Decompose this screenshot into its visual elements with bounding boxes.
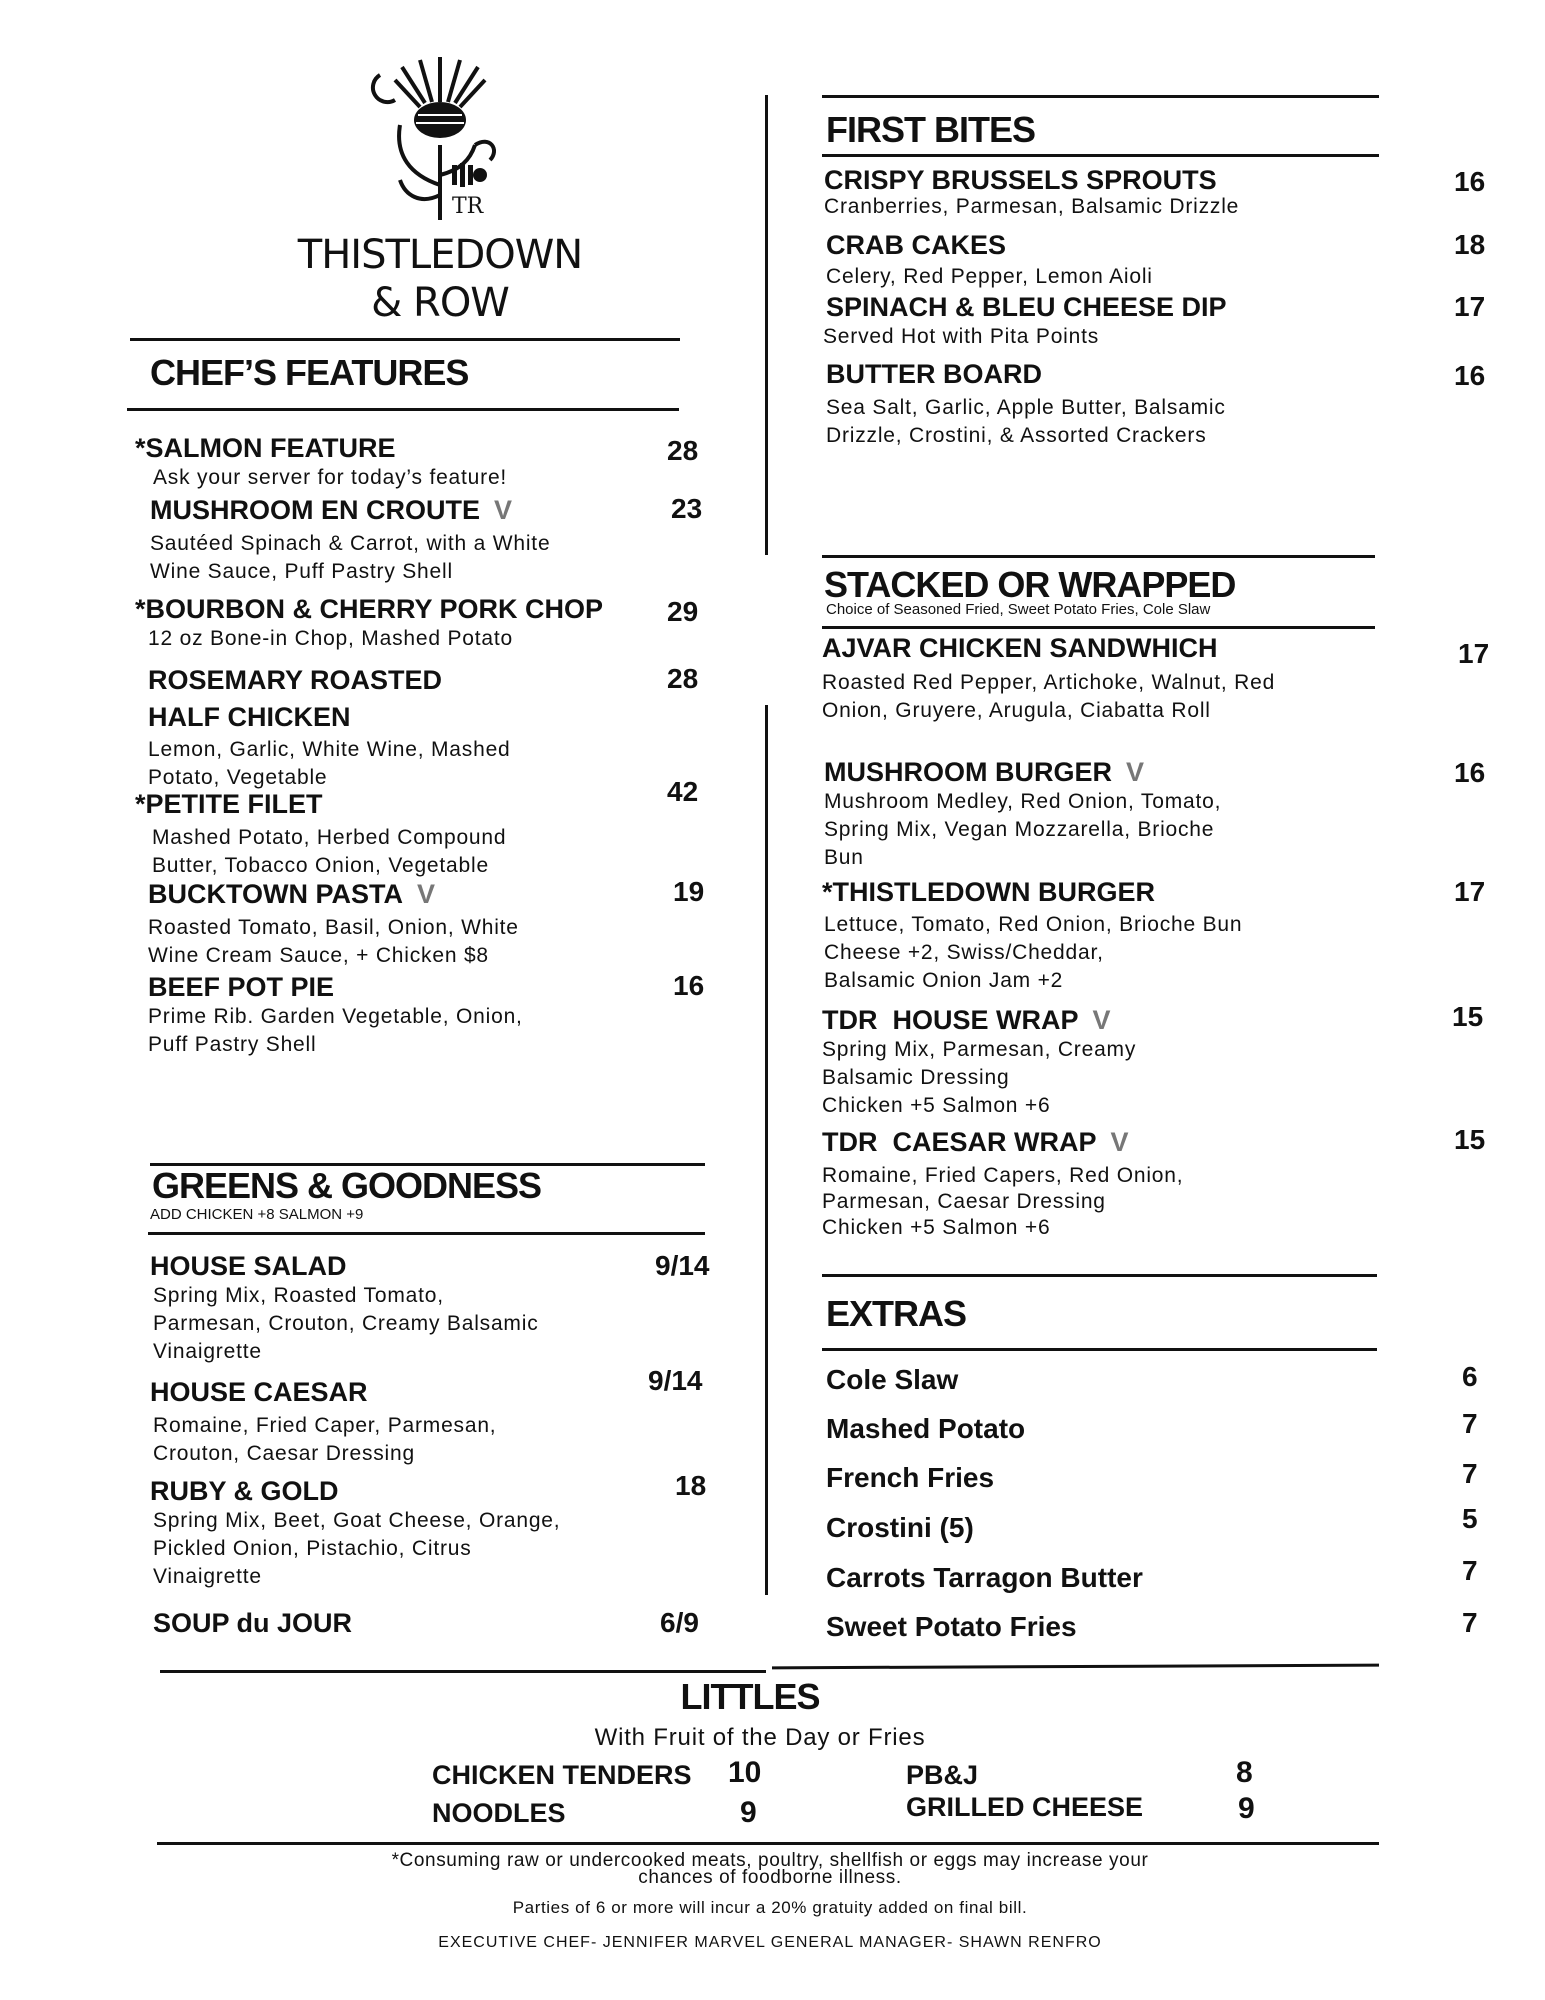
item-name: TDR CAESAR WRAP	[822, 1127, 1097, 1157]
item-price: 7	[1462, 1555, 1478, 1586]
section-subtitle-littles: With Fruit of the Day or Fries	[594, 1724, 926, 1751]
menu-item	[135, 432, 507, 492]
menu-item	[822, 1004, 1136, 1120]
item-price: 18	[675, 1470, 707, 1501]
section-title-stacked: STACKED OR WRAPPED	[824, 564, 1236, 605]
item-price: 42	[667, 776, 699, 807]
item-desc: Spring Mix, Parmesan, Creamy Balsamic Dressing Chicken +5 Salmon +6	[822, 1038, 1137, 1117]
item-desc: Romaine, Fried Capers, Red Onion, Parmesan, Caesar Dressing Chicken +5 Salmon +6	[822, 1164, 1184, 1239]
item-price: 7	[1462, 1408, 1478, 1439]
item-name: *SALMON FEATURE	[135, 433, 396, 463]
divider	[157, 1842, 1379, 1845]
item-price: 17	[1458, 638, 1490, 669]
item-desc: Sea Salt, Garlic, Apple Butter, Balsamic Drizzle, Crostini, & Assorted Crackers	[826, 396, 1226, 447]
item-price: 16	[673, 970, 705, 1001]
vegetarian-badge: V	[494, 495, 513, 525]
restaurant-logo	[340, 45, 540, 225]
item-name: TDR HOUSE WRAP	[822, 1005, 1079, 1035]
divider	[772, 1664, 1379, 1670]
item-name: HOUSE CAESAR	[150, 1377, 368, 1407]
menu-item	[148, 662, 511, 792]
item-price: 9	[740, 1796, 757, 1829]
item-name: CRAB CAKES	[826, 230, 1007, 260]
divider	[822, 95, 1379, 98]
item-name: CRISPY BRUSSELS SPROUTS	[824, 165, 1217, 195]
vegetarian-badge: V	[1126, 757, 1145, 787]
item-name: *BOURBON & CHERRY PORK CHOP	[135, 594, 604, 624]
divider	[822, 555, 1375, 558]
divider	[822, 154, 1379, 157]
menu-item	[826, 229, 1153, 291]
extra-name: French Fries	[826, 1462, 995, 1493]
item-price: 7	[1462, 1607, 1478, 1638]
item-price: 19	[673, 876, 705, 907]
item-name: AJVAR CHICKEN SANDWHICH	[822, 633, 1218, 663]
section-title-chefs-features: CHEF’S FEATURES	[150, 352, 469, 393]
menu-item	[148, 971, 523, 1059]
menu-item	[148, 878, 519, 970]
item-price: 8	[1236, 1756, 1253, 1789]
item-desc: 12 oz Bone-in Chop, Mashed Potato	[148, 627, 513, 650]
item-desc: Ask your server for today’s feature!	[153, 466, 508, 489]
brand-name-line2: & ROW	[371, 280, 509, 326]
item-price: 15	[1452, 1001, 1484, 1032]
item-desc: Mashed Potato, Herbed Compound Butter, Tobacco Onion, Vegetable	[152, 826, 507, 877]
menu-item	[823, 291, 1227, 351]
menu-item	[150, 1250, 539, 1366]
extra-name: Cole Slaw	[826, 1364, 959, 1395]
item-name: BEEF POT PIE	[148, 972, 335, 1002]
item-name: SOUP du JOUR	[153, 1608, 353, 1638]
item-name: *THISTLEDOWN BURGER	[822, 877, 1155, 907]
item-desc: Lemon, Garlic, White Wine, Mashed Potato, Vegetable	[148, 738, 511, 789]
menu-item	[135, 593, 603, 653]
item-desc: Sautéed Spinach & Carrot, with a White Wine Sauce, Puff Pastry Shell	[150, 532, 551, 583]
vegetarian-badge: V	[1092, 1005, 1111, 1035]
divider	[127, 408, 679, 411]
item-desc: Roasted Tomato, Basil, Onion, White Wine Cream Sauce, + Chicken $8	[148, 916, 519, 967]
extra-name: Sweet Potato Fries	[826, 1611, 1077, 1642]
item-price: 9/14	[648, 1365, 703, 1396]
item-price: 28	[667, 663, 699, 694]
vegetarian-badge: V	[416, 879, 435, 909]
thistle-icon	[340, 45, 540, 225]
item-price: 15	[1454, 1124, 1486, 1155]
section-title-first-bites: FIRST BITES	[826, 109, 1036, 150]
item-desc: Romaine, Fried Caper, Parmesan, Crouton, Caesar Dressing	[153, 1414, 497, 1465]
item-price: 5	[1462, 1503, 1478, 1534]
section-subtitle-greens: ADD CHICKEN +8 SALMON +9	[150, 1206, 364, 1223]
center-divider-top	[765, 95, 768, 555]
staff-credits: EXECUTIVE CHEF- JENNIFER MARVEL GENERAL MANAGER- SHAWN RENFRO	[438, 1934, 1102, 1951]
item-desc: Served Hot with Pita Points	[823, 325, 1100, 348]
section-title-greens: GREENS & GOODNESS	[152, 1165, 542, 1206]
divider	[130, 338, 680, 341]
item-desc: Spring Mix, Beet, Goat Cheese, Orange, Pickled Onion, Pistachio, Citrus Vinaigrette	[153, 1509, 561, 1588]
item-price: 10	[728, 1756, 762, 1789]
item-desc: Spring Mix, Roasted Tomato, Parmesan, Crouton, Creamy Balsamic Vinaigrette	[153, 1284, 539, 1363]
menu-item	[150, 1376, 496, 1468]
item-price: 23	[671, 493, 703, 524]
divider	[160, 1670, 766, 1673]
vegetarian-badge: V	[1110, 1127, 1129, 1157]
item-price: 17	[1454, 291, 1486, 322]
item-name: BUCKTOWN PASTA	[148, 879, 403, 909]
item-price: 6/9	[660, 1607, 699, 1638]
extra-name: Carrots Tarragon Butter	[826, 1562, 1143, 1593]
menu-item	[135, 788, 506, 880]
menu-item	[826, 358, 1226, 450]
item-price: 16	[1454, 166, 1486, 197]
item-desc: Lettuce, Tomato, Red Onion, Brioche Bun Cheese +2, Swiss/Cheddar, Balsamic Onion Jam +2	[824, 913, 1243, 992]
disclaimer-line1: *Consuming raw or undercooked meats, poultry, shellfish or eggs may increase your	[391, 1850, 1149, 1871]
gratuity-note: Parties of 6 or more will incur a 20% gratuity added on final bill.	[512, 1898, 1028, 1917]
divider	[822, 1274, 1377, 1277]
item-price: 16	[1454, 360, 1486, 391]
logo-monogram: TR	[452, 194, 484, 219]
menu-item	[824, 756, 1221, 872]
item-name: *PETITE FILET	[135, 789, 323, 819]
section-subtitle-stacked: Choice of Seasoned Fried, Sweet Potato Fries, Cole Slaw	[826, 601, 1211, 618]
item-desc: Celery, Red Pepper, Lemon Aioli	[826, 265, 1153, 288]
disclaimer	[270, 1852, 1270, 1886]
item-name: HOUSE SALAD	[150, 1251, 347, 1281]
disclaimer-line2: chances of foodborne illness.	[638, 1867, 902, 1888]
item-name: MUSHROOM EN CROUTE	[150, 495, 480, 525]
menu-item	[153, 1607, 352, 1639]
section-title-extras: EXTRAS	[826, 1293, 967, 1334]
divider	[822, 1348, 1377, 1351]
item-price: 29	[667, 596, 699, 627]
item-price: 16	[1454, 757, 1486, 788]
menu-item	[150, 494, 550, 586]
kids-item-name: PB&J	[906, 1760, 979, 1790]
divider	[822, 626, 1375, 629]
item-price: 18	[1454, 229, 1486, 260]
brand-name-line1: THISTLEDOWN	[297, 232, 583, 278]
kids-item-name: NOODLES	[432, 1798, 566, 1828]
item-desc: Mushroom Medley, Red Onion, Tomato, Spring Mix, Vegan Mozzarella, Brioche Bun	[824, 790, 1222, 869]
divider	[148, 1232, 705, 1235]
item-desc: Cranberries, Parmesan, Balsamic Drizzle	[824, 195, 1240, 218]
item-name: MUSHROOM BURGER	[824, 757, 1112, 787]
item-desc: Roasted Red Pepper, Artichoke, Walnut, Red Onion, Gruyere, Arugula, Ciabatta Roll	[822, 671, 1276, 722]
menu-item	[824, 165, 1239, 219]
item-price: 9	[1238, 1792, 1255, 1825]
kids-item-name: CHICKEN TENDERS	[432, 1760, 692, 1790]
section-title-littles: LITTLES	[680, 1676, 820, 1717]
menu-item	[822, 876, 1242, 995]
item-price: 9/14	[655, 1250, 710, 1281]
item-price: 17	[1454, 876, 1486, 907]
center-divider-bottom	[765, 705, 768, 1595]
menu-item	[822, 1126, 1183, 1241]
item-name: RUBY & GOLD	[150, 1476, 339, 1506]
item-price: 7	[1462, 1458, 1478, 1489]
kids-item-name: GRILLED CHEESE	[906, 1792, 1144, 1822]
item-price: 6	[1462, 1361, 1478, 1392]
item-name: ROSEMARY ROASTED HALF CHICKEN	[148, 665, 443, 732]
item-desc: Prime Rib. Garden Vegetable, Onion, Puff Pastry Shell	[148, 1005, 523, 1056]
item-price: 28	[667, 435, 699, 466]
item-name: BUTTER BOARD	[826, 359, 1042, 389]
extra-name: Mashed Potato	[826, 1413, 1026, 1444]
item-name: SPINACH & BLEU CHEESE DIP	[826, 292, 1227, 322]
extra-name: Crostini (5)	[826, 1512, 974, 1543]
menu-item	[822, 632, 1275, 725]
menu-item	[150, 1475, 560, 1591]
